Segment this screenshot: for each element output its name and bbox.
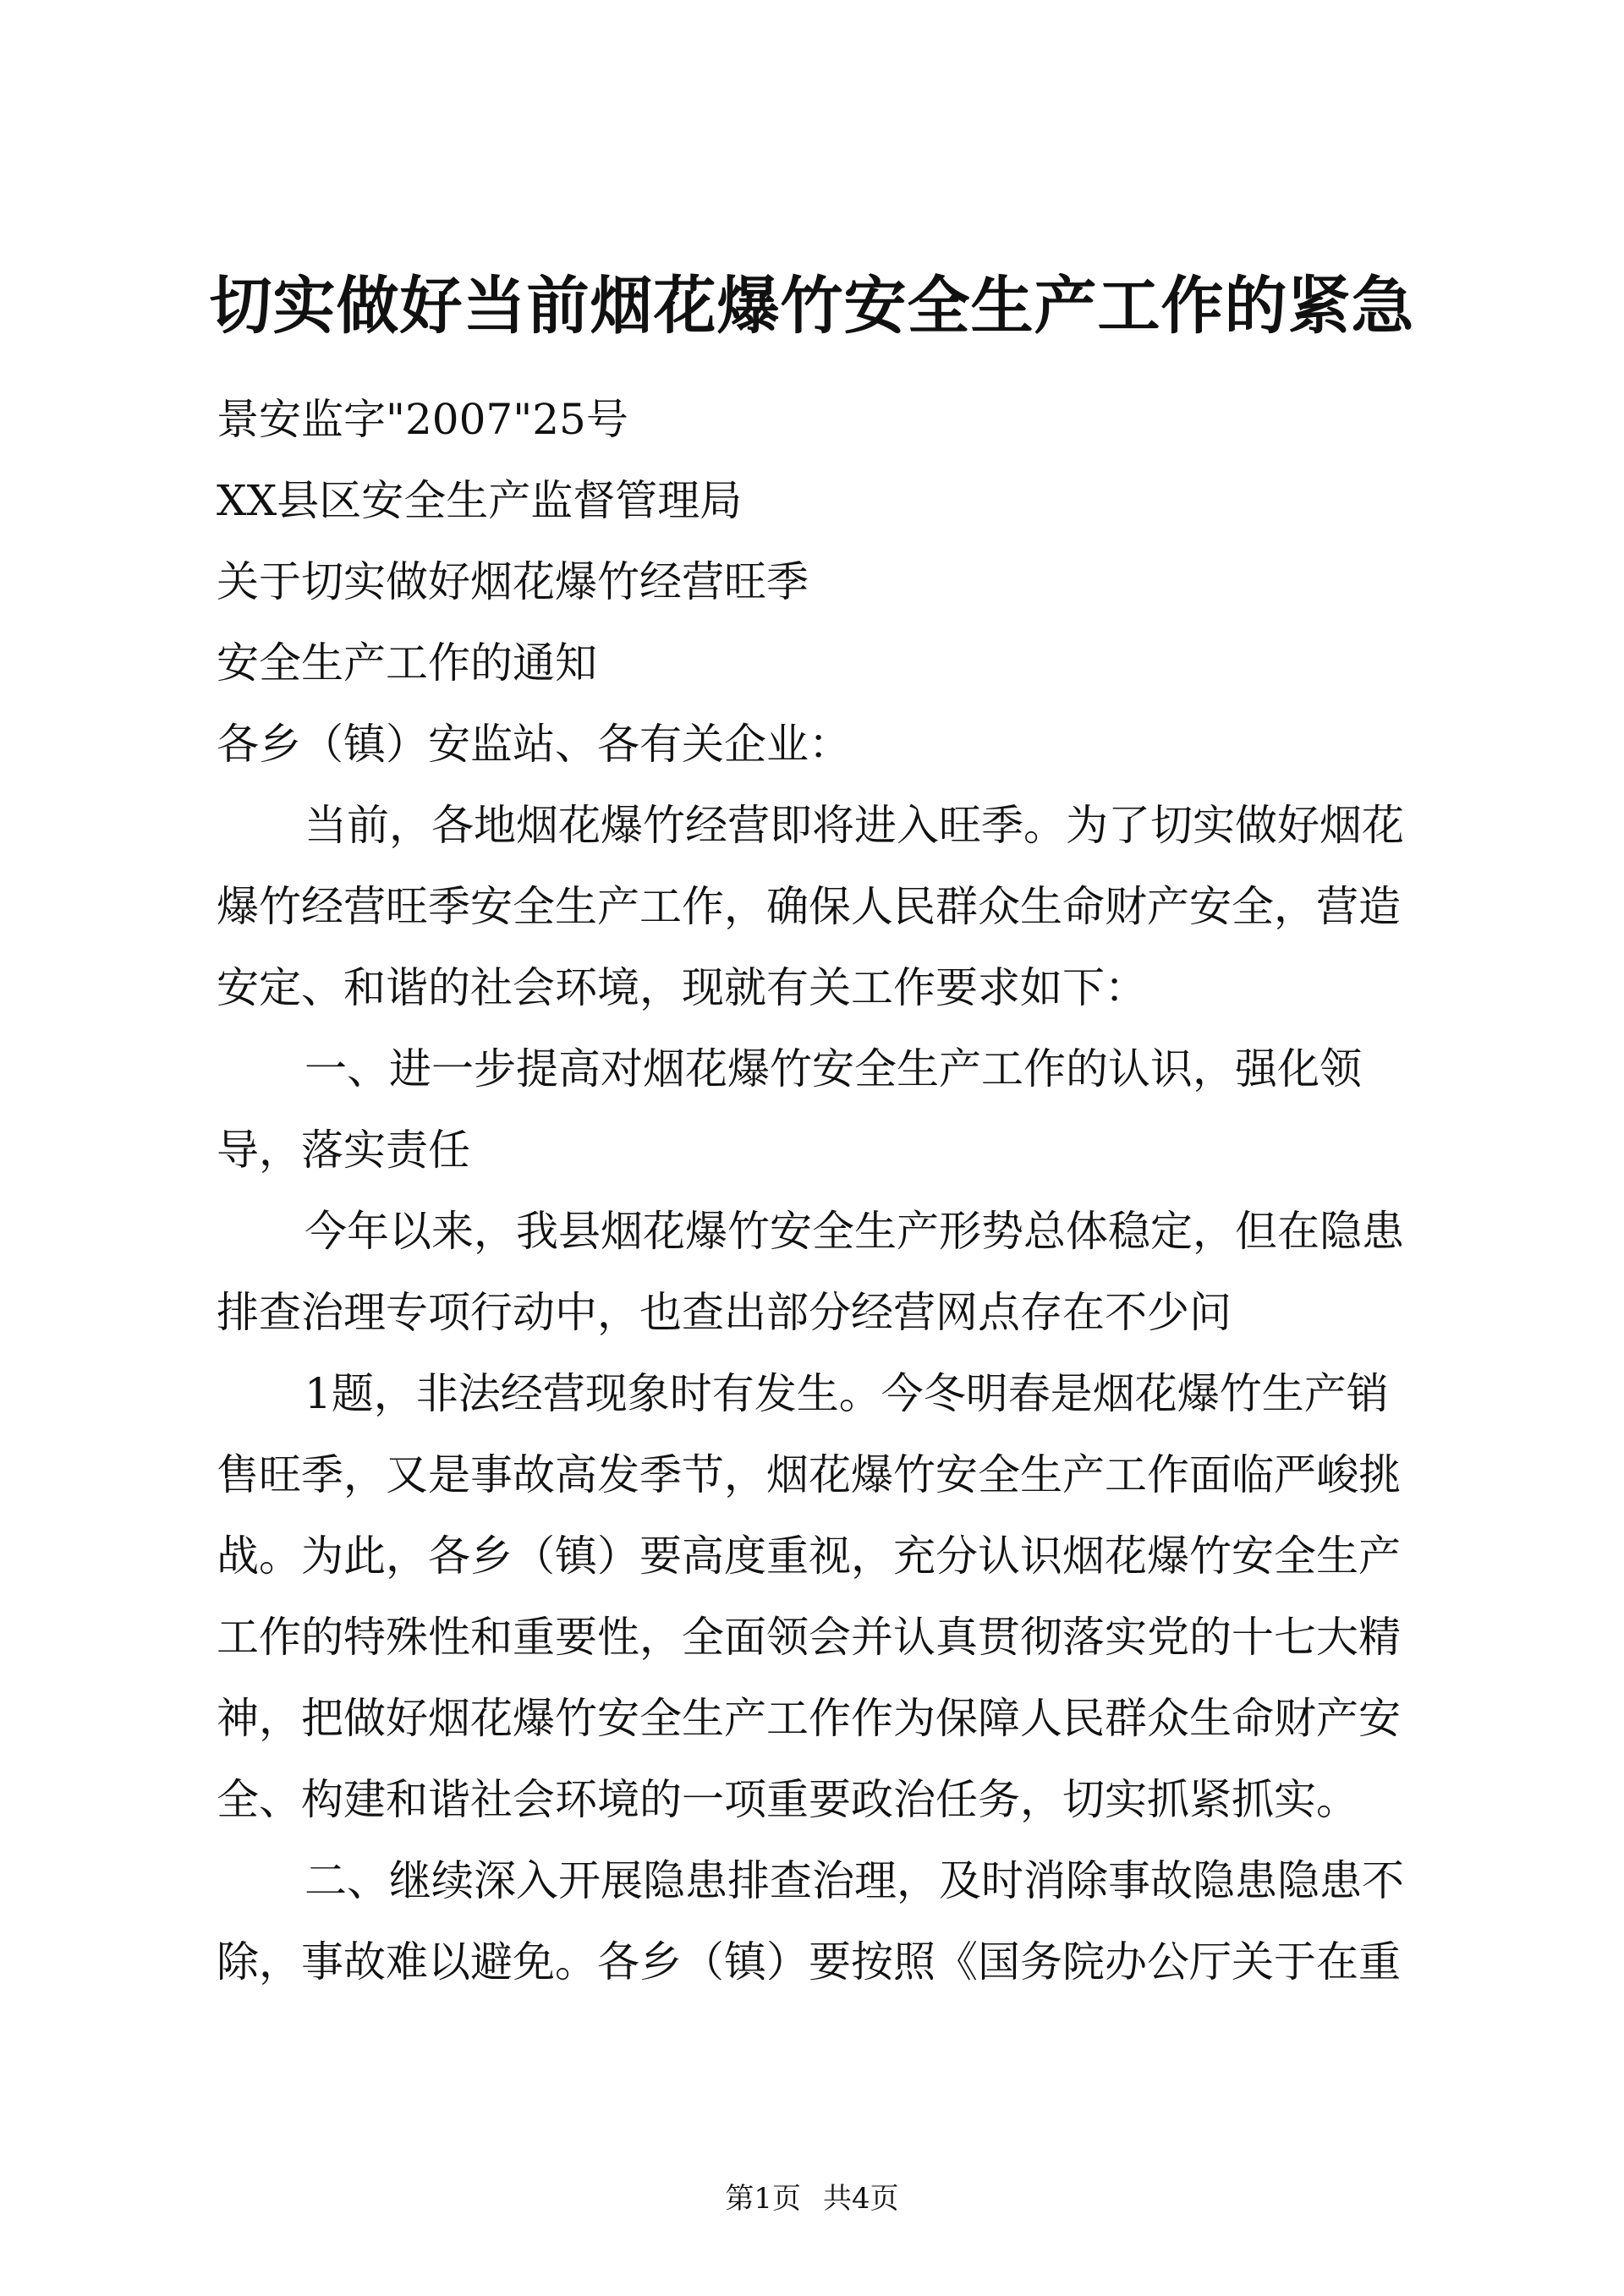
paragraph-situation: 今年以来，我县烟花爆竹安全生产形势总体稳定，但在隐患排查治理专项行动中，也查出部分经营网点存在不少问 bbox=[217, 1207, 1404, 1337]
paragraph-requirements: 1题，非法经营现象时有发生。今冬明春是烟花爆竹生产销售旺季，又是事故高发季节，烟花爆竹安全生产工作面临严峻挑战。为此，各乡（镇）要高度重视，充分认识烟花爆竹安全生产工作的特殊性和重要性，全面领会并认真贯彻落实党的十七大精神，把做好烟花爆竹安全生产工作作为保障人民群众生命财产安全、构建和谐社会环境的一项重要政治任务，切实抓紧抓实。 bbox=[217, 1369, 1401, 1824]
salutation: 各乡（镇）安监站、各有关企业： bbox=[217, 720, 851, 769]
document-number: 景安监字"2007"25号 bbox=[217, 395, 628, 444]
document-title: 切实做好当前烟花爆竹安全生产工作的紧急 bbox=[209, 270, 1415, 342]
notice-title-line-2: 安全生产工作的通知 bbox=[217, 638, 597, 688]
page-number: 第1页 bbox=[725, 2182, 801, 2216]
document-body bbox=[217, 379, 1418, 2003]
notice-title-line-1: 关于切实做好烟花爆竹经营旺季 bbox=[217, 557, 809, 606]
page-footer bbox=[0, 2178, 1624, 2220]
section-heading-1: 一、进一步提高对烟花爆竹安全生产工作的认识，强化领导，落实责任 bbox=[217, 1044, 1362, 1175]
issuing-authority: XX县区安全生产监督管理局 bbox=[217, 476, 743, 525]
section-heading-2: 二、继续深入开展隐患排查治理，及时消除事故隐患隐患不除，事故难以避免。各乡（镇）要按照《国务院办公厅关于在重 bbox=[217, 1856, 1404, 1986]
page-total: 共4页 bbox=[823, 2182, 899, 2216]
paragraph-intro: 当前，各地烟花爆竹经营即将进入旺季。为了切实做好烟花爆竹经营旺季安全生产工作，确保人民群众生命财产安全，营造安定、和谐的社会环境，现就有关工作要求如下： bbox=[217, 801, 1404, 1012]
